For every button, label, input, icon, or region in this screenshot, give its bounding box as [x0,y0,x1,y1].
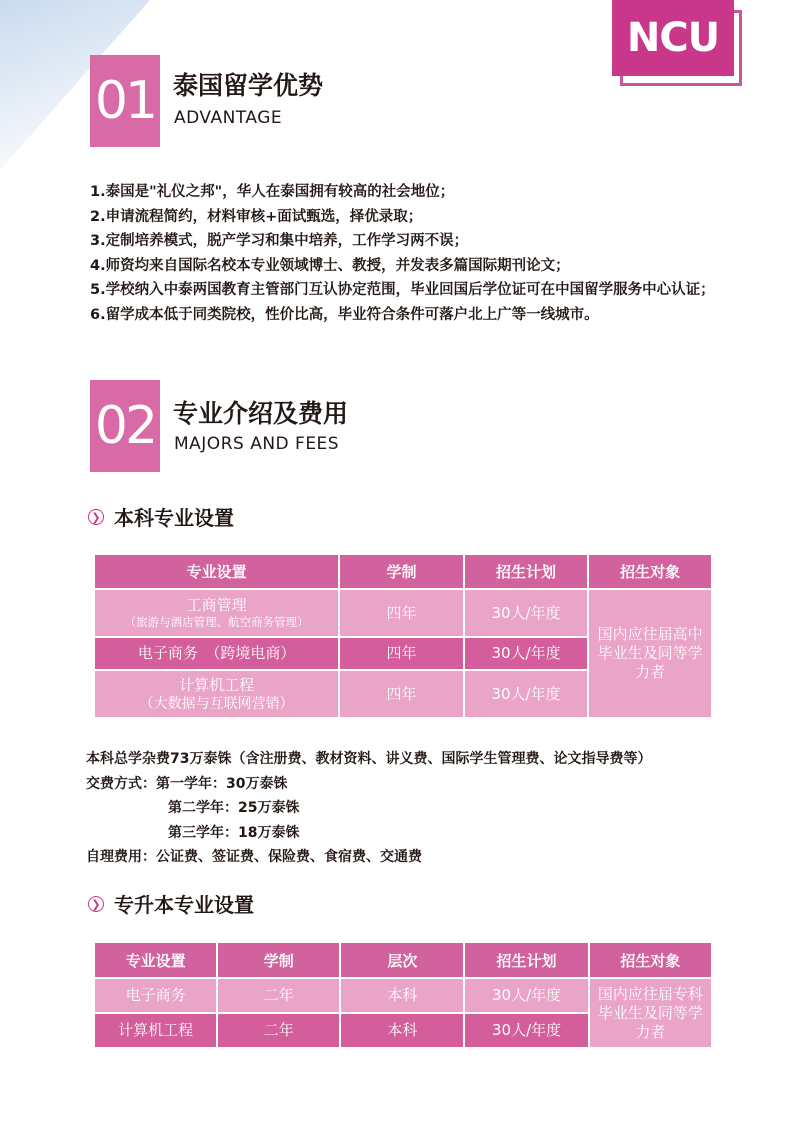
fee-info [86,747,651,870]
bachelor-heading-text: 本科专业设置 [114,506,234,530]
level-cell: 本科 [341,1014,463,1047]
section-number-01: 01 [90,55,160,147]
plan-cell: 30人/年度 [465,590,588,636]
section-title-majors: 专业介绍及费用 [173,399,349,428]
advantage-item: 1.泰国是"礼仪之邦"，华人在泰国拥有较高的社会地位； [90,184,455,200]
major-name: 计算机工程 [179,675,255,694]
fee-year-1: 第一学年：30万泰铢 [156,775,288,792]
major-name: 工商管理 [186,596,247,614]
section-number-02: 02 [90,380,160,472]
column-header: 层次 [341,943,463,977]
table-row [95,590,711,636]
target-cell: 国内应往届高中毕业生及同等学力者 [589,590,711,717]
plan-cell: 30人/年度 [465,1014,587,1047]
section-subtitle-advantage: ADVANTAGE [174,108,283,128]
advantage-item: 5.学校纳入中泰两国教育主管部门互认协定范围，毕业回国后学位证可在中国留学服务中心认证； [90,282,715,298]
table-row [95,979,711,1012]
upgrade-heading [88,889,254,918]
advantage-item: 2.申请流程简约，材料审核+面试甄选，择优录取； [90,208,423,225]
upgrade-table [93,941,713,1049]
major-cell [95,671,338,717]
column-header: 学制 [218,943,339,977]
column-header: 专业设置 [95,943,216,977]
column-header: 招生对象 [590,943,711,977]
level-cell: 本科 [341,979,463,1012]
fee-payment-label: 交费方式： [86,775,156,792]
years-cell: 四年 [340,590,463,636]
table-header-row [95,943,711,977]
section-title-advantage: 泰国留学优势 [173,71,324,100]
upgrade-heading-text: 专升本专业设置 [114,893,254,917]
fee-total: 本科总学杂费73万泰铢（含注册费、教材资料、讲义费、国际学生管理费、论文指导费等） [86,751,652,767]
fee-payment-line [86,772,651,797]
advantage-item: 3.定制培养模式，脱产学习和集中培养，工作学习两不误； [90,233,469,249]
fee-year-3: 第三学年：18万泰铢 [168,824,300,841]
column-header: 专业设置 [95,555,338,588]
plan-cell: 30人/年度 [465,671,588,717]
column-header: 学制 [340,555,463,588]
advantage-list [90,180,750,327]
section-subtitle-majors: MAJORS AND FEES [174,434,340,454]
fee-self-paid: 自理费用：公证费、签证费、保险费、食宿费、交通费 [86,849,422,865]
years-cell: 二年 [218,1014,339,1047]
major-note: （大数据与互联网营销） [139,695,294,712]
advantage-item: 6.留学成本低于同类院校，性价比高，毕业符合条件可落户北上广等一线城市。 [90,306,599,323]
logo-text: NCU [612,0,734,76]
table-header-row [95,555,711,588]
plan-cell: 30人/年度 [465,979,587,1012]
years-cell: 二年 [218,979,339,1012]
ncu-logo [612,0,744,88]
years-cell: 四年 [340,638,463,669]
fee-year-2: 第二学年：25万泰铢 [168,800,300,816]
major-cell: 计算机工程 [95,1014,216,1047]
years-cell: 四年 [340,671,463,717]
column-header: 招生计划 [465,555,588,588]
column-header: 招生对象 [589,555,711,588]
major-cell [95,590,338,636]
column-header: 招生计划 [465,943,587,977]
bachelor-table [93,553,713,719]
bachelor-heading [88,502,234,531]
plan-cell: 30人/年度 [465,638,588,669]
major-cell: 电子商务 [95,979,216,1012]
chevron-right-icon: ❯ [88,896,104,912]
chevron-right-icon: ❯ [88,509,104,525]
advantage-item: 4.师资均来自国际名校本专业领域博士、教授，并发表多篇国际期刊论文； [90,257,570,274]
major-cell: 电子商务 （跨境电商） [95,638,338,669]
target-cell: 国内应往届专科毕业生及同等学力者 [590,979,711,1047]
major-note: （旅游与酒店管理、航空商务管理） [124,615,309,629]
